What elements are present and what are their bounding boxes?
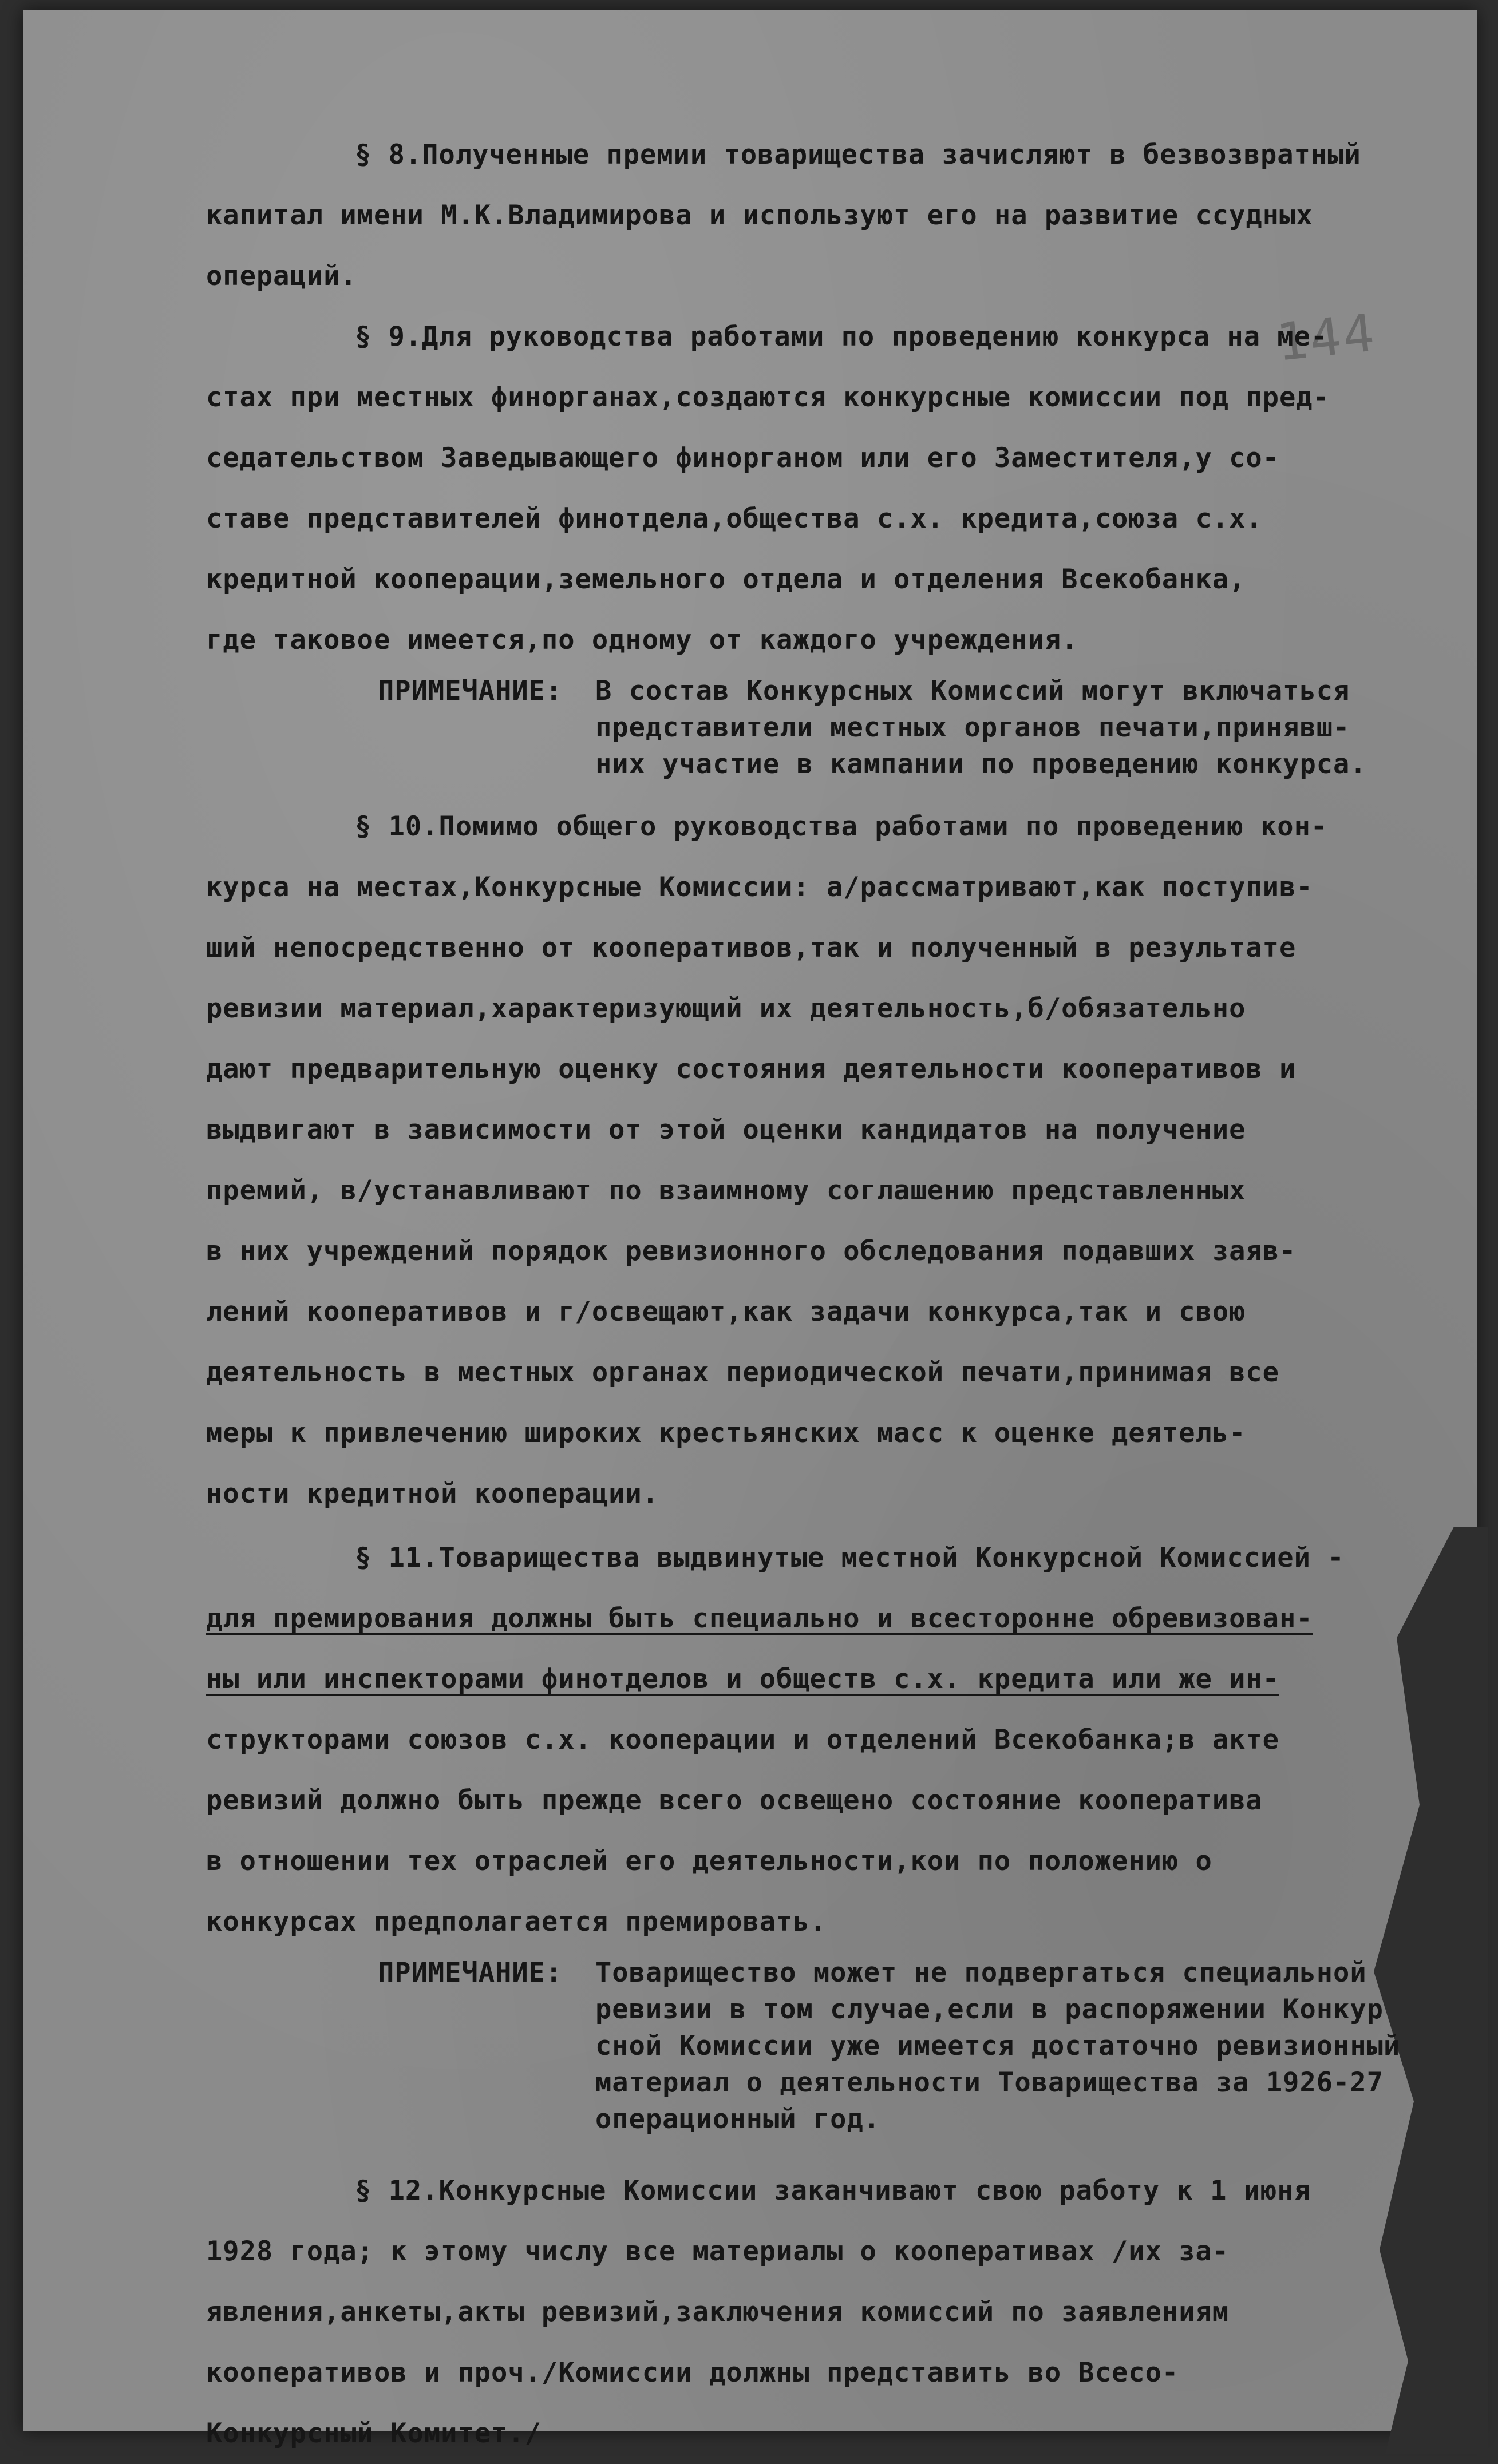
note-line: Товарищество может не подвергаться специальной — [595, 1957, 1367, 1988]
folio-number: 144 — [1273, 303, 1380, 373]
text-line: в отношении тех отраслей его деятельности,кои по положению о — [206, 1845, 1212, 1877]
text-line: где таковое имеется,по одному от каждого учреждения. — [206, 624, 1078, 656]
note-line: представители местных органов печати,принявш- — [595, 712, 1350, 743]
text-line: ставе представителей финотдела,общества с.х. кредита,союза с.х. — [206, 503, 1263, 534]
note-paragraph-9 — [206, 673, 1498, 783]
paragraph-9 — [206, 307, 1498, 671]
paragraph-11 — [206, 1528, 1498, 1952]
note-line: операционный год. — [595, 2103, 881, 2135]
text-line: капитал имени М.К.Владимирова и используют его на развитие ссудных — [206, 200, 1313, 231]
text-line: конкурсах предполагается премировать. — [206, 1906, 827, 1938]
text-line: стах при местных финорганах,создаются конкурсные комиссии под пред- — [206, 382, 1330, 413]
paragraph-8 — [206, 125, 1498, 307]
text-line: в них учреждений порядок ревизионного обследования подавших заяв- — [206, 1235, 1297, 1267]
text-line: седательством Заведывающего финорганом или его Заместителя,у со- — [206, 442, 1279, 474]
paragraph-12 — [206, 2161, 1498, 2464]
note-line: В состав Конкурсных Комиссий могут включаться — [595, 675, 1350, 707]
text-line: § 10.Помимо общего руководства работами по проведению кон- — [355, 811, 1328, 842]
paragraph-10 — [206, 797, 1498, 1524]
text-line: деятельность в местных органах периодической печати,принимая все — [206, 1357, 1279, 1388]
text-line: § 8.Полученные премии товарищества зачисляют в безвозвратный — [355, 139, 1361, 171]
text-line: курса на местах,Конкурсные Комиссии: а/рассматривают,как поступив- — [206, 871, 1313, 903]
text-line: кредитной кооперации,земельного отдела и отделения Всекобанка, — [206, 564, 1246, 595]
text-line: структорами союзов с.х. кооперации и отделений Всекобанка;в акте — [206, 1724, 1279, 1756]
text-line: 1928 года; к этому числу все материалы о кооперативах /их за- — [206, 2236, 1230, 2267]
note-line: ревизии в том случае,если в распоряжении Конкур — [595, 1994, 1384, 2025]
note-line: них участие в кампании по проведению конкурса. — [595, 748, 1367, 780]
note-line: материал о деятельности Товарищества за 1926-27 — [595, 2067, 1384, 2098]
text-line: для премирования должны быть специально и всесторонне обревизован- — [206, 1603, 1313, 1634]
text-line: Конкурсный Комитет./ — [206, 2418, 542, 2449]
note-label: ПРИМЕЧАНИЕ: — [378, 1957, 563, 1988]
text-line: кооперативов и проч./Комиссии должны представить во Всесо- — [206, 2357, 1179, 2388]
document-sheet — [23, 10, 1477, 2449]
text-line: явления,анкеты,акты ревизий,заключения комиссий по заявлениям — [206, 2296, 1230, 2328]
text-line: § 9.Для руководства работами по проведению конкурса на ме- — [355, 321, 1328, 352]
text-line: ревизии материал,характеризующий их деятельность,б/обязательно — [206, 993, 1246, 1024]
text-line: ший непосредственно от кооперативов,так и полученный в результате — [206, 932, 1297, 964]
text-line: ны или инспекторами финотделов и обществ с.х. кредита или же ин- — [206, 1663, 1279, 1695]
text-line: выдвигают в зависимости от этой оценки кандидатов на получение — [206, 1114, 1246, 1146]
text-line: дают предварительную оценку состояния деятельности кооперативов и — [206, 1053, 1297, 1085]
text-line: ревизий должно быть прежде всего освещено состояние кооператива — [206, 1785, 1263, 1816]
note-label: ПРИМЕЧАНИЕ: — [378, 675, 563, 707]
text-line: лений кооперативов и г/освещают,как задачи конкурса,так и свою — [206, 1296, 1246, 1328]
text-line: меры к привлечению широких крестьянских масс к оценке деятель- — [206, 1417, 1246, 1449]
text-line: премий, в/устанавливают по взаимному соглашению представленных — [206, 1175, 1246, 1206]
text-line: операций. — [206, 260, 357, 292]
text-line: § 11.Товарищества выдвинутые местной Конкурсной Комиссией - — [355, 1542, 1345, 1574]
text-line: ности кредитной кооперации. — [206, 1478, 659, 1510]
document-body — [206, 125, 1498, 2464]
note-paragraph-11 — [206, 1955, 1498, 2138]
note-line: сной Комиссии уже имеется достаточно ревизионный — [595, 2030, 1401, 2062]
text-line: § 12.Конкурсные Комиссии заканчивают свою работу к 1 июня — [355, 2175, 1311, 2206]
